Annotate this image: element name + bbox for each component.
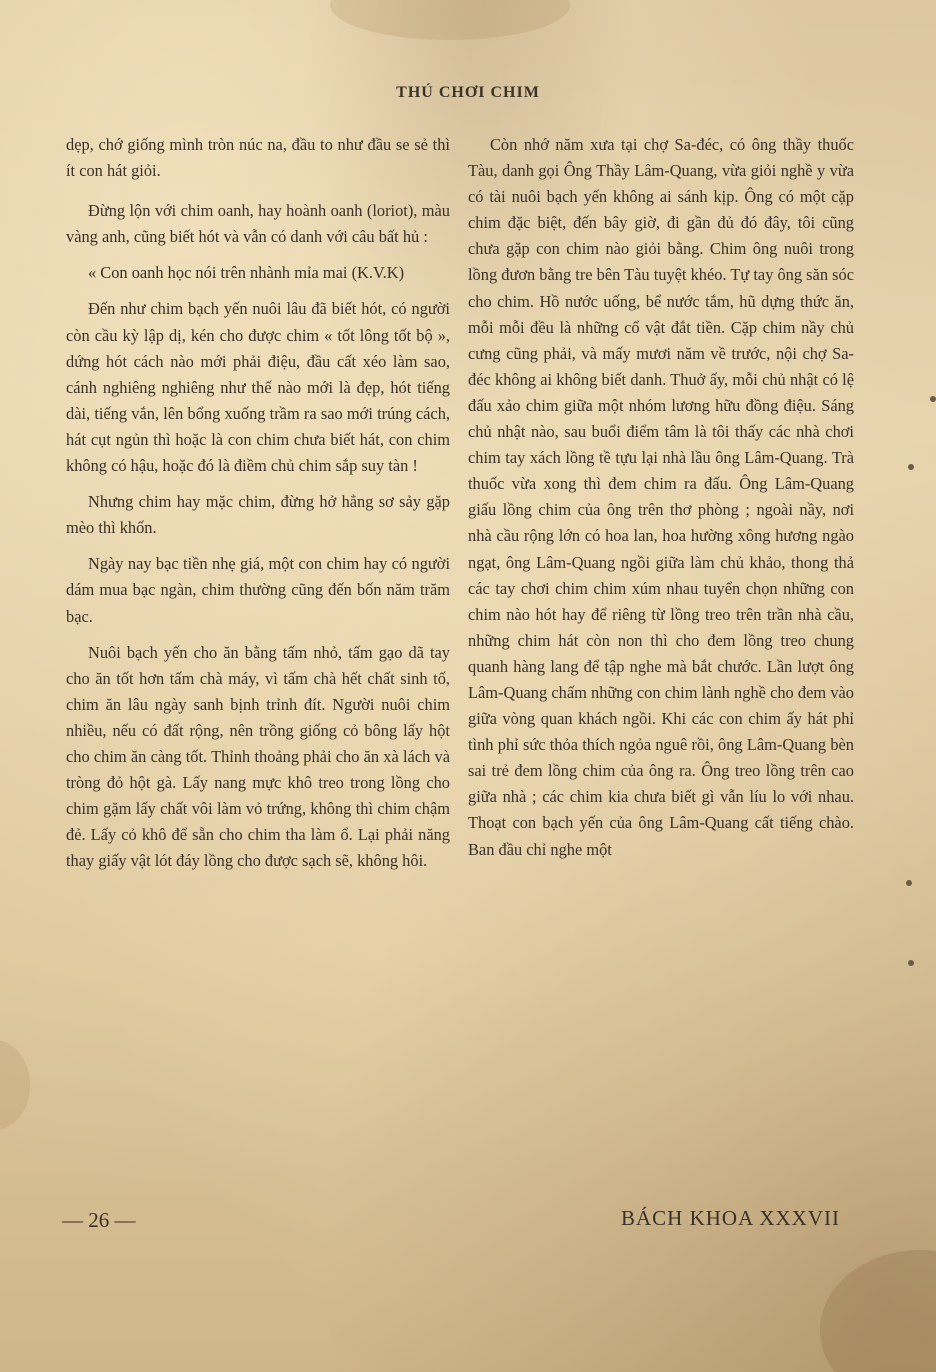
paragraph: Còn nhớ năm xưa tại chợ Sa-đéc, có ông thầy thuốc Tàu, danh gọi Ông Thầy Lâm-Quang, vừa giỏi nghề y vừa có tài nuôi bạch yến không ai sánh kịp. Ông có một cặp chim đặc biệt, đến bây giờ, đi gần đủ đó đây, tôi cũng chưa gặp con chim nào giỏi bằng. Chim ông nuôi trong lồng đươn bằng tre bên Tàu tuyệt khéo. Tự tay ông săn sóc cho chim. Hồ nước uống, bể nước tắm, hũ dựng thức ăn, mỗi mỗi đều là những cổ vật đắt tiền. Cặp chim nầy chủ cưng cũng phải, và mấy mươi năm về trước, nội chợ Sa-đéc không ai không biết danh. Thuở ấy, mỗi chủ nhật có lệ đấu xảo chim giữa một nhóm lương hữu đồng điệu. Sáng chủ nhật nào, sau buổi điểm tâm là tôi thấy các nhà chơi chim tay xách lồng tề tựu lại nhà lầu ông Lâm-Quang. Trà thuốc vừa xong thì đem chim ra đấu. Ông Lâm-Quang giấu lồng chim của ông trên thơ phòng ; ngoài nầy, nơi nhà cầu rộng lớn có hoa lan, hoa hường xông hương ngào ngạt, ông Lâm-Quang ngồi giữa làm chủ khảo, thong thả các tay chơi chim chim xúm nhau tuyển chọn những con chim nào hót hay để riêng từ lồng treo trên trần nhà cầu, những chim hát còn non thì cho đem lồng treo chung quanh hàng lang để tập nghe mà bắt chước. Lần lượt ông Lâm-Quang chấm những con chim lành nghề cho đem vào giữa vòng quan khách ngồi. Khi các con chim ấy hát phỉ tình phỉ sức thỏa thích ngỏa nguê rồi, ông Lâm-Quang bèn sai trẻ đem lồng chim của ông ra. Ông treo lồng trên cao giữa nhà ; các chim kia chưa biết gì vẫn líu lo với nhau. Thoạt con bạch yến của ông Lâm-Quang cất tiếng chào. Ban đầu chỉ nghe một	[468, 135, 854, 859]
paragraph: Nhưng chim hay mặc chim, đừng hở hẳng sơ sảy gặp mèo thì khốn.	[66, 492, 450, 538]
paragraph: Nuôi bạch yến cho ăn bằng tấm nhỏ, tấm gạo dã tay cho ăn tốt hơn tấm chà máy, vì tấm chà hết chất sinh tố, chim ăn lâu ngày sanh bịnh trỉnh đít. Người nuôi chim nhiều, nếu có đất rộng, nên trồng giống cỏ bông lấy hột cho chim ăn càng tốt. Thỉnh thoảng phải cho ăn xà lách và tròng đỏ hột gà. Lấy nang mực khô treo trong lồng cho chim gặm lấy chất vôi làm vỏ trứng, không thì chim chậm đẻ. Lấy cỏ khô để sẵn cho chim tha làm ổ. Lại phải năng thay giấy vật lót đáy lồng cho được sạch sẽ, không hôi.	[66, 642, 450, 871]
right-column	[468, 132, 854, 873]
page-number: — 26 —	[62, 1208, 136, 1232]
left-column	[66, 132, 450, 884]
paragraph: Đừng lộn với chim oanh, hay hoành oanh (loriot), màu vàng anh, cũng biết hót và vẫn có danh với câu bất hủ :	[66, 201, 450, 247]
paper-stain	[330, 0, 570, 40]
paper-stain	[820, 1250, 936, 1372]
running-title: THÚ CHƠI CHIM	[396, 84, 540, 101]
edge-mark	[906, 880, 912, 886]
edge-mark	[908, 464, 914, 470]
quote-paragraph: « Con oanh học nói trên nhành mỉa mai (K.V.K)	[88, 263, 405, 283]
edge-mark	[930, 396, 936, 402]
paragraph: Đến như chim bạch yến nuôi lâu đã biết hót, có người còn cầu kỳ lập dị, kén cho được chim « tốt lông tốt bộ », dứng hót cách nào mới phải điệu, đầu cất xéo làm sao, cánh nghiêng nghiêng như thế nào mới là đẹp, hót tiếng dài, tiếng vắn, lên bổng xuống trầm ra sao mới trúng cách, hát cụt ngủn thì hoặc là con chim chưa biết hát, con chim không có hậu, hoặc đó là điềm chủ chim sắp suy tàn !	[66, 299, 450, 476]
journal-title: BÁCH KHOA XXXVII	[621, 1206, 840, 1230]
edge-mark	[908, 960, 914, 966]
paragraph: dẹp, chớ giống mình tròn núc na, đầu to như đầu se sẻ thì ít con hát giỏi.	[66, 135, 450, 181]
paragraph: Ngày nay bạc tiền nhẹ giá, một con chim hay có người dám mua bạc ngàn, chim thường cũng đến bốn năm trăm bạc.	[66, 554, 450, 626]
paper-stain	[0, 1040, 30, 1130]
